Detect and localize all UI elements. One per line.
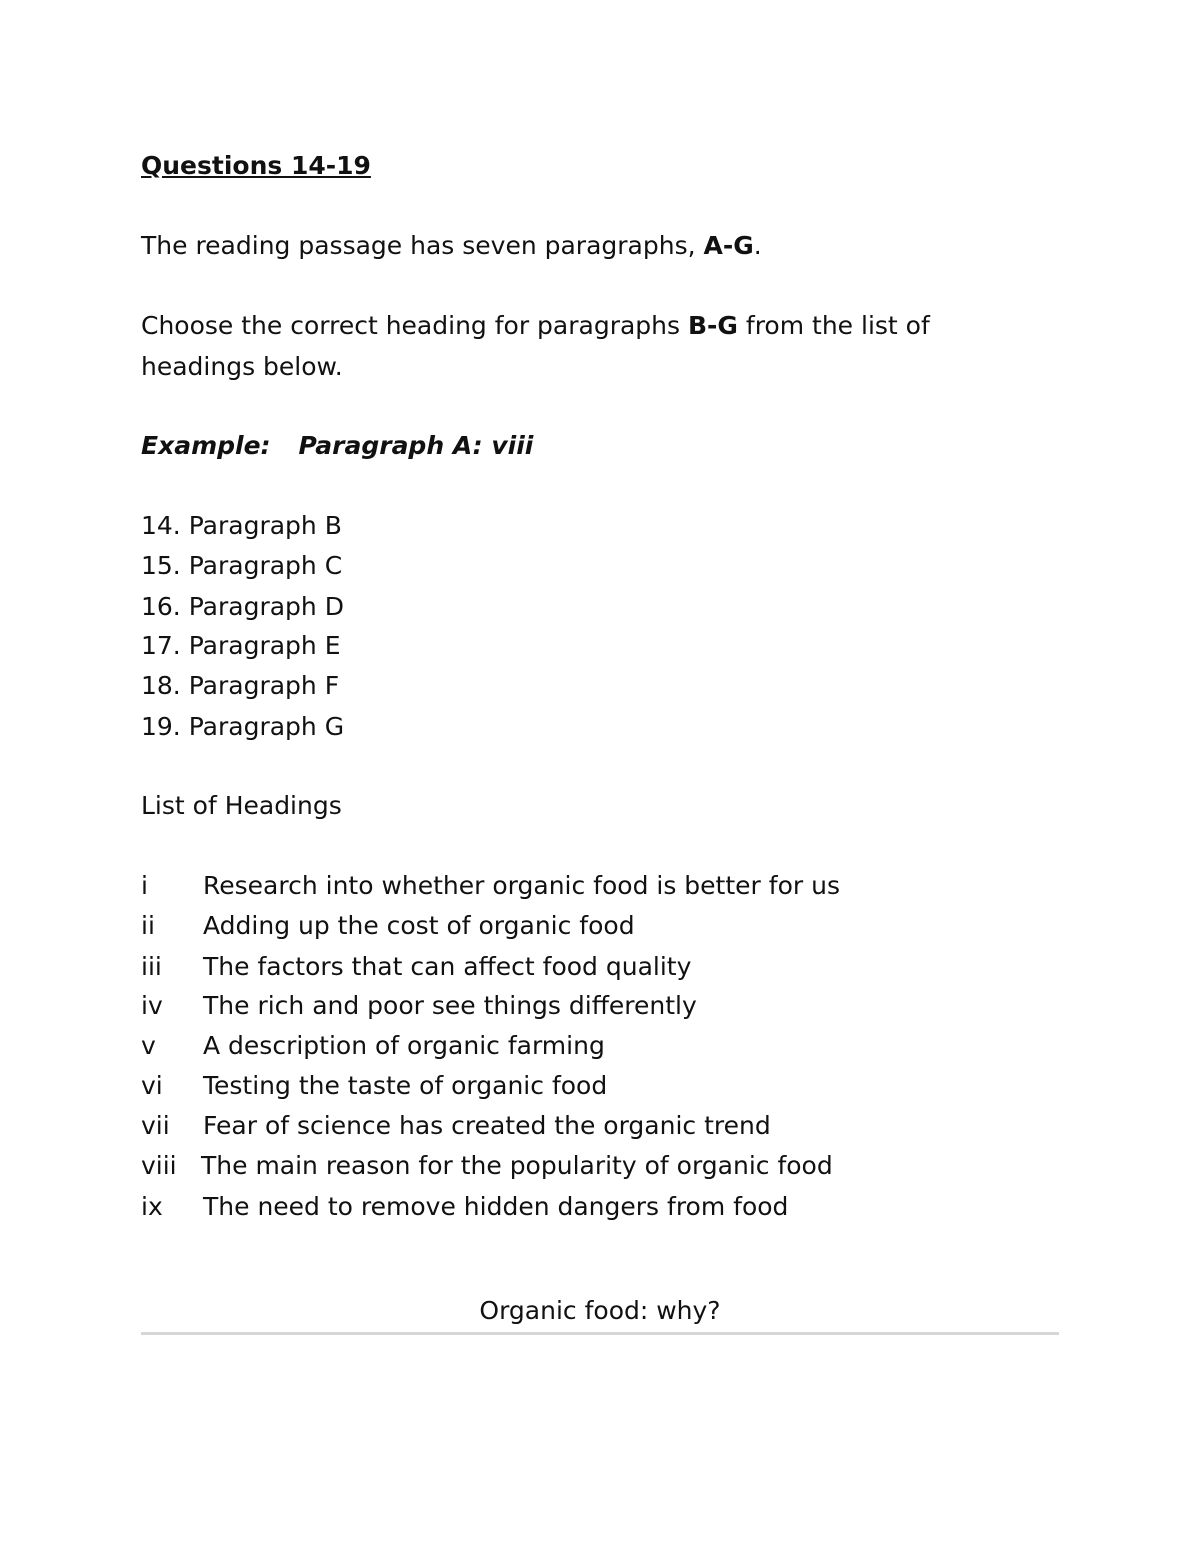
heading-text: Adding up the cost of organic food xyxy=(203,911,635,940)
heading-numeral: i xyxy=(141,871,148,900)
heading-item xyxy=(141,1151,833,1181)
intro-line-1-text: The reading passage has seven paragraphs, xyxy=(141,231,704,260)
intro-line-2-range: B-G xyxy=(688,311,738,340)
heading-item xyxy=(141,991,697,1021)
question-16: 16. Paragraph D xyxy=(141,592,344,621)
heading-text: A description of organic farming xyxy=(203,1031,605,1060)
heading-item xyxy=(141,911,635,941)
intro-line-2 xyxy=(141,311,930,341)
heading-item xyxy=(141,1111,771,1141)
heading-item xyxy=(141,871,840,901)
questions-title: Questions 14-19 xyxy=(141,151,371,180)
intro-line-1-end: . xyxy=(753,231,762,260)
heading-numeral: vii xyxy=(141,1111,170,1140)
heading-item xyxy=(141,1192,788,1222)
passage-title: Organic food: why? xyxy=(479,1296,721,1325)
example-label: Example: xyxy=(141,431,271,460)
heading-text: The rich and poor see things differently xyxy=(203,991,697,1020)
heading-text: Testing the taste of organic food xyxy=(203,1071,608,1100)
heading-text: The main reason for the popularity of organic food xyxy=(201,1151,833,1180)
question-15: 15. Paragraph C xyxy=(141,551,343,580)
question-19: 19. Paragraph G xyxy=(141,712,345,741)
question-17: 17. Paragraph E xyxy=(141,631,341,660)
heading-item xyxy=(141,1071,607,1101)
intro-line-2-text: Choose the correct heading for paragraphs xyxy=(141,311,688,340)
heading-numeral: v xyxy=(141,1031,156,1060)
example-value: Paragraph A: viii xyxy=(298,431,534,460)
intro-line-1-range: A-G xyxy=(703,231,754,260)
intro-line-3: headings below. xyxy=(141,352,343,381)
heading-item xyxy=(141,952,691,982)
heading-numeral: iii xyxy=(141,952,162,981)
question-14: 14. Paragraph B xyxy=(141,511,342,540)
heading-numeral: ix xyxy=(141,1192,163,1221)
heading-text: The need to remove hidden dangers from food xyxy=(203,1192,789,1221)
intro-line-2-end: from the list of xyxy=(737,311,930,340)
heading-numeral: viii xyxy=(141,1151,177,1180)
divider xyxy=(141,1332,1059,1335)
heading-numeral: ii xyxy=(141,911,155,940)
question-18: 18. Paragraph F xyxy=(141,671,340,700)
list-of-headings-title: List of Headings xyxy=(141,791,342,820)
heading-text: Fear of science has created the organic trend xyxy=(203,1111,771,1140)
heading-item xyxy=(141,1031,605,1061)
heading-numeral: iv xyxy=(141,991,163,1020)
heading-text: Research into whether organic food is better for us xyxy=(203,871,840,900)
heading-numeral: vi xyxy=(141,1071,163,1100)
heading-text: The factors that can affect food quality xyxy=(203,952,692,981)
example-line xyxy=(141,431,533,461)
intro-line-1 xyxy=(141,231,762,261)
